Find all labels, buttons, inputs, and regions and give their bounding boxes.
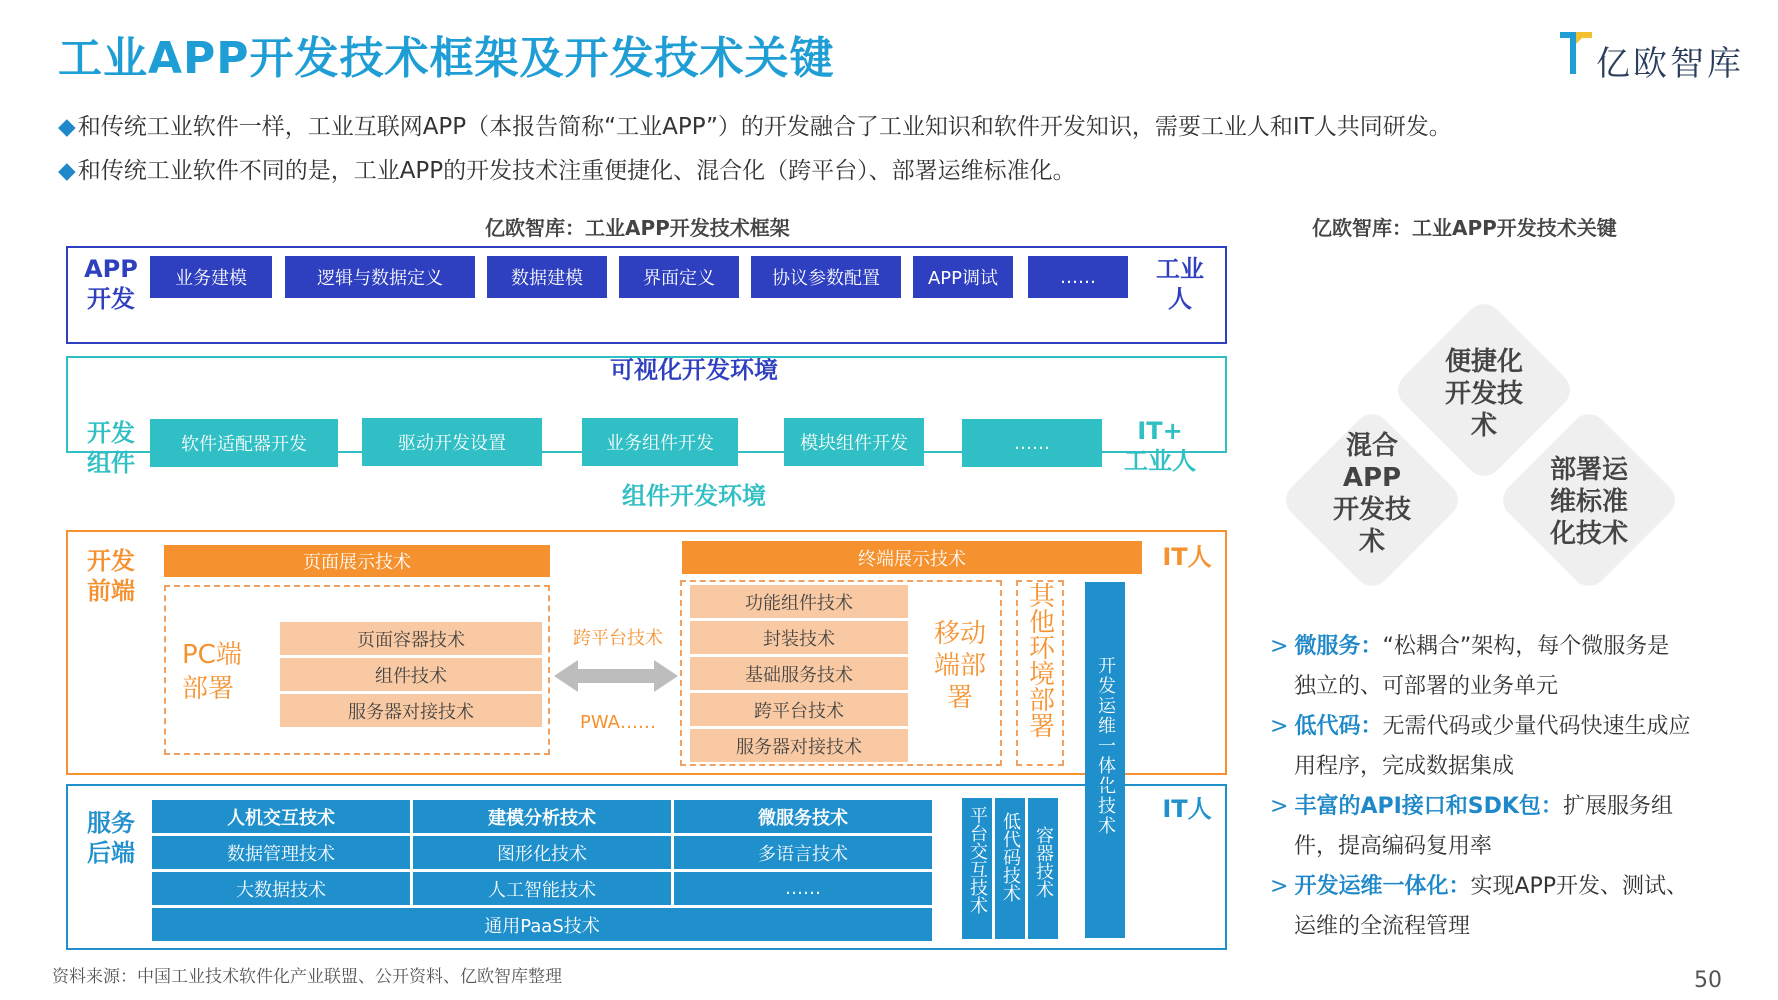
chevron-right-icon: >: [1270, 874, 1289, 899]
backend-role: IT人: [1162, 795, 1212, 823]
page-display-tech: 页面展示技术: [164, 545, 550, 577]
app-item-more: ……: [1028, 256, 1128, 298]
diamond-bullet-icon: ◆: [58, 114, 76, 140]
backend-cell-data-mgmt: 数据管理技术: [152, 836, 410, 869]
app-dev-label: APP 开发: [84, 255, 138, 313]
backend-cell-graphic: 图形化技术: [413, 836, 671, 869]
backend-vertical-container: 容器技术: [1028, 798, 1058, 939]
mobile-item-server: 服务器对接技术: [690, 729, 908, 762]
chevron-right-icon: >: [1270, 794, 1289, 819]
app-item-business-modeling: 业务建模: [150, 256, 272, 298]
component-item-module: 模块组件开发: [784, 418, 924, 466]
chevron-right-icon: >: [1270, 714, 1289, 739]
backend-cell-hci: 人机交互技术: [152, 800, 410, 833]
component-role: IT+ 工业人: [1124, 417, 1196, 475]
backend-paas: 通用PaaS技术: [152, 908, 932, 941]
mobile-item-base-service: 基础服务技术: [690, 657, 908, 690]
pc-item-component: 组件技术: [280, 658, 542, 691]
app-item-logic-data: 逻辑与数据定义: [285, 256, 475, 298]
pwa-label: PWA……: [580, 712, 656, 733]
component-item-business: 业务组件开发: [582, 418, 738, 466]
backend-label: 服务 后端: [87, 809, 135, 867]
component-item-driver: 驱动开发设置: [362, 418, 542, 466]
page-number: 50: [1694, 968, 1722, 993]
component-item-more: ……: [962, 419, 1102, 467]
backend-vertical-lowcode: 低代码技术: [995, 798, 1025, 939]
backend-cell-ai: 人工智能技术: [413, 872, 671, 905]
cross-platform-label: 跨平台技术: [573, 628, 663, 649]
backend-cell-more: ……: [674, 872, 932, 905]
diamond-hybrid-text: 混合 APP 开发技 术: [1332, 431, 1411, 557]
logo-text: 亿欧智库: [1596, 44, 1744, 84]
diamond-bullet-icon: ◆: [58, 158, 76, 184]
backend-cell-microservice: 微服务技术: [674, 800, 932, 833]
framework-title: 亿欧智库：工业APP开发技术框架: [485, 216, 790, 240]
app-item-data-modeling: 数据建模: [487, 256, 607, 298]
pc-item-server: 服务器对接技术: [280, 694, 542, 727]
backend-cell-multilang: 多语言技术: [674, 836, 932, 869]
component-item-adapter: 软件适配器开发: [150, 419, 338, 467]
mobile-item-package: 封装技术: [690, 621, 908, 654]
pc-deploy-label: PC端 部署: [182, 640, 242, 704]
chevron-right-icon: >: [1270, 634, 1289, 659]
frontend-role: IT人: [1162, 543, 1212, 571]
backend-cell-modeling: 建模分析技术: [413, 800, 671, 833]
other-env-label: 其他环境部署: [1024, 582, 1055, 738]
backend-vertical-platform: 平台交互技术: [962, 798, 992, 939]
diamond-convenience-text: 便捷化 开发技 术: [1444, 347, 1523, 441]
logo-icon: [1556, 28, 1596, 78]
feature-devops: > 开发运维一体化：实现APP开发、测试、 运维的全流程管理: [1270, 874, 1689, 939]
double-arrow-icon: [552, 657, 680, 695]
bullet-2: ◆和传统工业软件不同的是，工业APP的开发技术注重便捷化、混合化（跨平台）、部署运维标准化。: [58, 158, 1076, 184]
app-item-protocol-config: 协议参数配置: [751, 256, 901, 298]
pc-item-page-container: 页面容器技术: [280, 622, 542, 655]
mobile-deploy-label: 移动 端部 署: [933, 619, 986, 713]
keys-title: 亿欧智库：工业APP开发技术关键: [1312, 216, 1617, 240]
component-dev-env: 组件开发环境: [622, 482, 766, 510]
mobile-item-function: 功能组件技术: [690, 585, 908, 618]
app-item-ui-definition: 界面定义: [619, 256, 739, 298]
feature-api-sdk: > 丰富的API接口和SDK包：扩展服务组 件，提高编码复用率: [1270, 794, 1673, 859]
diamond-devops-standard-text: 部署运 维标准 化技术: [1549, 455, 1628, 549]
source-note: 资料来源：中国工业技术软件化产业联盟、公开资料、亿欧智库整理: [52, 967, 562, 987]
component-label: 开发 组件: [87, 419, 135, 477]
devops-column: 开发运维一体化技术: [1085, 582, 1125, 938]
visual-dev-env: 可视化开发环境: [610, 356, 778, 384]
page-title: 工业APP开发技术框架及开发技术关键: [58, 33, 835, 84]
feature-microservice: > 微服务：“松耦合”架构，每个微服务是 独立的、可部署的业务单元: [1270, 634, 1670, 699]
app-dev-role: 工业 人: [1156, 255, 1204, 313]
mobile-item-cross-platform: 跨平台技术: [690, 693, 908, 726]
frontend-label: 开发 前端: [87, 547, 135, 605]
feature-lowcode: > 低代码：无需代码或少量代码快速生成应 用程序，完成数据集成: [1270, 714, 1691, 779]
app-item-debug: APP调试: [913, 256, 1013, 298]
bullet-1: ◆和传统工业软件一样，工业互联网APP（本报告简称“工业APP”）的开发融合了工业知识和软件开发知识，需要工业人和IT人共同研发。: [58, 114, 1452, 140]
backend-cell-bigdata: 大数据技术: [152, 872, 410, 905]
terminal-display-tech: 终端展示技术: [682, 541, 1142, 574]
